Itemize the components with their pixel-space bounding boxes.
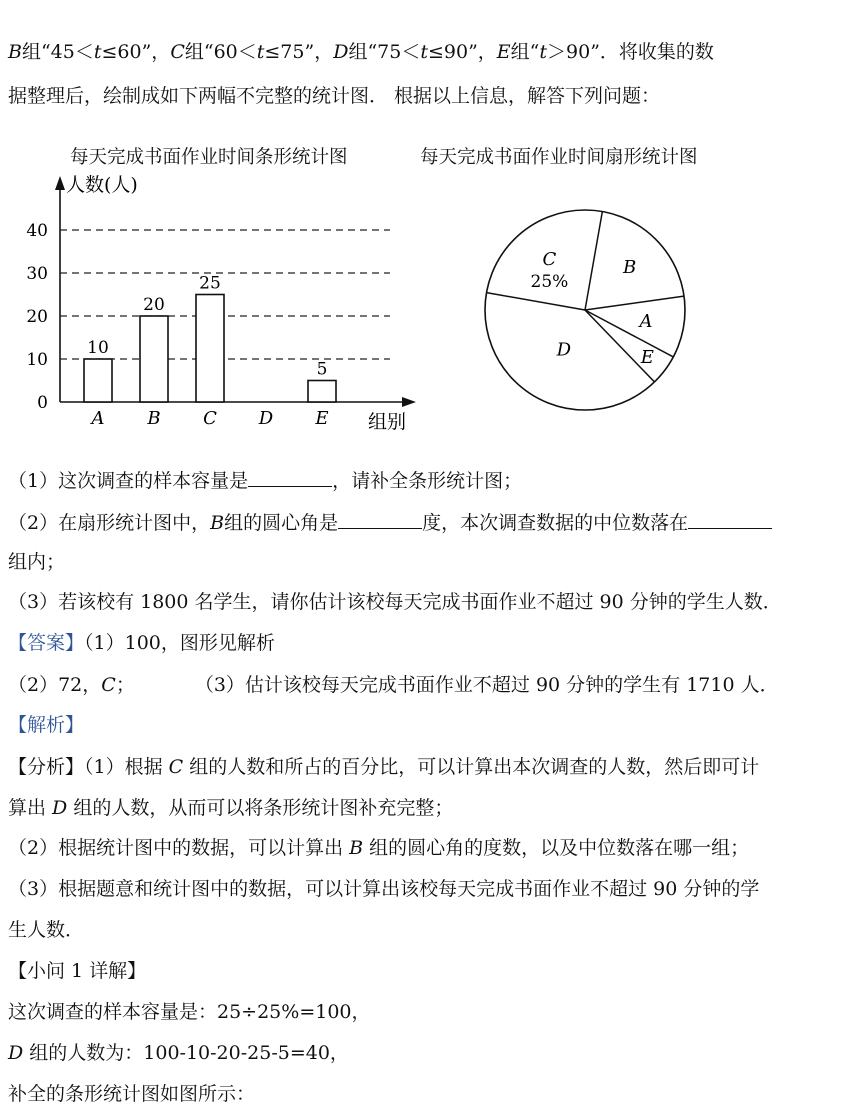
intro-line-2: 据整理后，绘制成如下两幅不完整的统计图． 根据以上信息，解答下列问题： xyxy=(8,85,661,107)
x-tick-label: E xyxy=(315,408,329,429)
solution-line-3: 补全的条形统计图如图所示： xyxy=(8,1083,256,1105)
y-tick-label: 40 xyxy=(26,221,48,241)
group-d-label: D xyxy=(52,797,68,819)
answer-line-1 xyxy=(8,631,275,655)
answer-blank xyxy=(248,468,332,487)
text: 【分析】（1）根据 xyxy=(8,756,169,778)
text: ＞90”．将收集的数 xyxy=(547,41,714,63)
x-tick-label: A xyxy=(91,408,105,429)
slice-label: B xyxy=(622,256,637,278)
var-t: t xyxy=(256,41,265,63)
group-e-label: E xyxy=(496,41,511,63)
bar xyxy=(308,381,336,403)
data-label: 10 xyxy=(87,338,109,358)
slice-percent-label: 25% xyxy=(530,272,569,293)
y-tick-label: 10 xyxy=(26,350,48,370)
bar xyxy=(140,316,168,402)
analysis-line-4: （3）根据题意和统计图中的数据，可以计算出该校每天完成书面作业不超过 90 分钟的学 xyxy=(8,878,760,900)
group-c-label: C xyxy=(168,756,184,778)
analysis-line-2 xyxy=(8,796,453,820)
text: ； xyxy=(115,674,135,696)
group-c-label: C xyxy=(170,41,185,63)
group-b-label: B xyxy=(8,41,22,63)
data-label: 20 xyxy=(143,295,165,315)
slice-label: D xyxy=(556,339,572,361)
x-tick-label: D xyxy=(258,408,274,429)
data-label: 25 xyxy=(199,273,221,294)
bar xyxy=(196,295,224,403)
y-tick-label: 0 xyxy=(37,393,48,413)
var-t: t xyxy=(539,41,548,63)
bar-chart-title: 每天完成书面作业时间条形统计图 xyxy=(70,147,348,168)
answer-line-2 xyxy=(8,673,779,697)
question-2-cont: 组内； xyxy=(8,551,66,573)
question-1 xyxy=(8,468,522,493)
text: （1）100，图形见解析 xyxy=(84,632,275,654)
data-label: 5 xyxy=(316,359,328,380)
text: 组“45＜ xyxy=(21,41,94,63)
y-axis-label: 人数(人) xyxy=(66,174,138,196)
answer-blank xyxy=(688,510,772,529)
text: ≤90”， xyxy=(427,41,497,63)
solution-line-2 xyxy=(8,1041,349,1065)
text: 度，本次调查数据的中位数落在 xyxy=(422,512,689,534)
var-t: t xyxy=(420,41,428,63)
analysis-line-3 xyxy=(8,836,749,860)
text: 组的圆心角的度数，以及中位数落在哪一组； xyxy=(363,837,750,859)
text: 组的人数为：100-10-20-25-5=40， xyxy=(23,1042,349,1064)
text: 算出 xyxy=(8,797,53,819)
question-2 xyxy=(8,510,772,535)
analysis-line-5: 生人数． xyxy=(8,919,85,941)
group-d-label: D xyxy=(333,41,349,63)
text: 组的圆心角是 xyxy=(224,512,339,534)
answer-tag: 【答案】 xyxy=(8,632,85,654)
text: 组“75＜ xyxy=(348,41,421,63)
slice-label: A xyxy=(639,310,653,332)
x-axis-arrow xyxy=(402,397,416,407)
text: 组“ xyxy=(510,41,540,63)
text: 组“60＜ xyxy=(184,41,257,63)
text: 组的人数和所占的百分比，可以计算出本次调查的人数，然后即可计 xyxy=(183,756,760,778)
group-b-label: B xyxy=(210,512,225,534)
bar xyxy=(84,359,112,402)
subquestion-1-header: 【小问 1 详解】 xyxy=(8,960,147,982)
text: （2）72， xyxy=(8,674,102,696)
group-d-label: D xyxy=(8,1042,24,1064)
text: 组的人数，从而可以将条形统计图补充完整； xyxy=(67,797,454,819)
answer-blank xyxy=(338,510,422,529)
text: （2）根据统计图中的数据，可以计算出 xyxy=(8,837,350,859)
question-3: （3）若该校有 1800 名学生，请你估计该校每天完成书面作业不超过 90 分钟的学生人数． xyxy=(8,591,782,613)
pie-chart xyxy=(470,195,700,425)
x-tick-label: B xyxy=(147,408,161,429)
pie-chart-title: 每天完成书面作业时间扇形统计图 xyxy=(420,147,698,168)
solution-line-1: 这次调查的样本容量是：25÷25%=100， xyxy=(8,1001,371,1023)
slice-label: E xyxy=(640,346,654,368)
group-c-label: C xyxy=(101,674,116,696)
y-tick-label: 30 xyxy=(26,264,48,284)
var-t: t xyxy=(93,41,102,63)
text: ≤60”， xyxy=(101,41,171,63)
analysis-line-1 xyxy=(8,755,759,779)
y-tick-label: 20 xyxy=(26,307,48,327)
bar-chart xyxy=(0,168,430,438)
text: （2）在扇形统计图中， xyxy=(8,512,211,534)
text: （1）这次调查的样本容量是 xyxy=(8,470,249,492)
text: ≤75”， xyxy=(264,41,334,63)
y-axis-arrow xyxy=(55,176,65,190)
text: （3）估计该校每天完成书面作业不超过 90 分钟的学生有 1710 人． xyxy=(194,674,779,696)
x-tick-label: C xyxy=(203,408,217,429)
slice-label: C xyxy=(542,249,557,271)
intro-line-1 xyxy=(8,40,714,64)
group-b-label: B xyxy=(349,837,364,859)
analysis-tag: 【解析】 xyxy=(8,714,85,736)
text: ，请补全条形统计图； xyxy=(332,470,523,492)
x-axis-label: 组别 xyxy=(368,411,407,433)
